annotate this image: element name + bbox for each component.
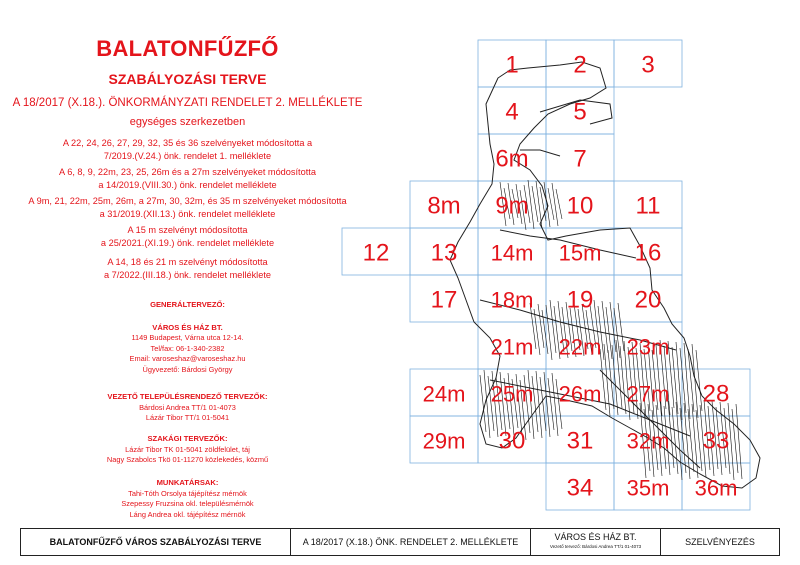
footer-company: VÁROS ÉS HÁZ BT. Vezető tervező: Bárdosi Andrea TT/1 01-4073 bbox=[531, 529, 661, 555]
consolidated-note: egységes szerkezetben bbox=[129, 116, 246, 128]
sheet-label-10: 10 bbox=[566, 192, 594, 220]
parcel-line bbox=[610, 302, 616, 352]
sheet-label-8m: 8m bbox=[427, 192, 461, 220]
sheet-label-36m: 36m bbox=[694, 475, 738, 501]
sheet-label-17: 17 bbox=[430, 286, 458, 314]
sheet-label-6m: 6m bbox=[495, 145, 529, 173]
sheet-label-23m: 23m bbox=[626, 334, 670, 360]
parcel-line bbox=[556, 189, 562, 219]
sheet-label-15m: 15m bbox=[558, 240, 602, 266]
sheet-label-34: 34 bbox=[566, 474, 594, 502]
sheet-label-31: 31 bbox=[566, 427, 594, 455]
parcel-line bbox=[544, 182, 550, 227]
footer-sheet-name: SZELVÉNYEZÉS bbox=[685, 537, 755, 547]
parcel-line bbox=[684, 403, 690, 479]
sheet-label-13: 13 bbox=[430, 239, 458, 267]
sheet-label-28: 28 bbox=[702, 380, 730, 408]
parcel-line bbox=[736, 404, 742, 479]
parcel-line bbox=[550, 300, 556, 353]
parcel-line bbox=[692, 344, 698, 418]
sheet-label-4: 4 bbox=[505, 98, 519, 126]
sheet-label-3: 3 bbox=[641, 51, 655, 79]
modification-note: A 22, 24, 26, 27, 29, 32, 35 és 36 szelvényeket módosította a 7/2019.(V.24.) önk. rendelet 1. melléklete bbox=[62, 138, 313, 161]
parcel-line bbox=[528, 180, 534, 229]
footer-project: BALATONFŰZFŐ VÁROS SZABÁLYOZÁSI TERVE bbox=[21, 529, 291, 555]
modification-note: A 6, 8, 9, 22m, 23, 25, 26m és a 27m szelvényeket módosította a 14/2019.(VIII.30.) önk. rendelet melléklete bbox=[59, 167, 316, 190]
sheet-label-35m: 35m bbox=[626, 475, 670, 501]
modification-note: A 14, 18 és 21 m szelvényt módosította a 7/2022.(III.18.) önk. rendelet melléklete bbox=[103, 257, 271, 280]
parcel-line bbox=[544, 372, 550, 437]
sheet-label-25m: 25m bbox=[490, 381, 534, 407]
sheet-label-32m: 32m bbox=[626, 428, 670, 454]
staff-block: MUNKATÁRSAK: Tahi-Tóth Orsolya tájépítész mérnök Szepessy Fruzsina okl. településmérnök Láng Andrea okl. tájépítész mérnök bbox=[121, 478, 254, 519]
parcel-line bbox=[538, 304, 544, 348]
sheet-index-map bbox=[330, 30, 770, 520]
sheet-label-2: 2 bbox=[573, 51, 587, 79]
plan-title: BALATONFŰZFŐ bbox=[96, 36, 279, 61]
sheet-label-1: 1 bbox=[505, 51, 519, 79]
footer-decree: A 18/2017 (X.18.) ÖNK. RENDELET 2. MELLÉKLETE bbox=[291, 529, 531, 555]
sheet-label-29m: 29m bbox=[422, 428, 466, 454]
decree-line: A 18/2017 (X.18.). ÖNKORMÁNYZATI RENDELET 2. MELLÉKLETE bbox=[12, 97, 363, 109]
parcel-line bbox=[552, 183, 558, 226]
parcel-line bbox=[676, 402, 682, 480]
sheet-label-12: 12 bbox=[362, 239, 390, 267]
sheet-label-19: 19 bbox=[566, 286, 594, 314]
sheet-label-27m: 27m bbox=[626, 381, 670, 407]
parcel-line bbox=[536, 371, 542, 438]
sheet-label-26m: 26m bbox=[558, 381, 602, 407]
sheet-label-22m: 22m bbox=[558, 334, 602, 360]
lead-planners-block: VEZETŐ TELEPÜLÉSRENDEZŐ TERVEZŐK: Bárdosi Andrea TT/1 01-4073 Lázár Tibor TT/1 01-5041 bbox=[107, 392, 268, 422]
parcel-line bbox=[676, 342, 682, 420]
parcel-line bbox=[546, 305, 552, 360]
sheet-label-11: 11 bbox=[635, 192, 661, 220]
sheet-label-9m: 9m bbox=[495, 192, 529, 220]
modification-note: A 9m, 21, 22m, 25m, 26m, a 27m, 30, 32m, és 35 m szelvényeket módosította a 31/2019.(XII.13.) önk. rendelet melléklete bbox=[28, 196, 347, 219]
sheet-label-33: 33 bbox=[702, 427, 730, 455]
general-designer-block: GENERÁLTERVEZŐ: VÁROS ÉS HÁZ BT. 1149 Budapest, Várna utca 12-14. Tel/fax: 06-1-340-2382 Email: varoseshaz@varoseshaz.hu Ügyvezető: Bárdosi György bbox=[129, 300, 246, 374]
sheet-label-20: 20 bbox=[634, 286, 662, 314]
parcel-line bbox=[602, 301, 608, 353]
sheet-label-16: 16 bbox=[634, 239, 662, 267]
sheet-label-30: 30 bbox=[498, 427, 526, 455]
sheet-label-21m: 21m bbox=[490, 334, 534, 360]
title-block bbox=[20, 528, 780, 556]
modification-note: A 15 m szelvényt módosította a 25/2021.(XI.19.) önk. rendelet melléklete bbox=[100, 225, 275, 248]
parcel-line bbox=[692, 404, 698, 478]
plan-subtitle: SZABÁLYOZÁSI TERVE bbox=[108, 71, 267, 87]
sheet-label-5: 5 bbox=[573, 98, 587, 126]
sheet-label-18m: 18m bbox=[490, 287, 534, 313]
parcel-line bbox=[618, 303, 624, 351]
sheet-label-14m: 14m bbox=[490, 240, 534, 266]
specialist-planners-block: SZAKÁGI TERVEZŐK: Lázár Tibor TK 01-5041 zöldfelület, táj Nagy Szabolcs Tkö 01-11270 közlekedés, közmű bbox=[106, 434, 269, 464]
sheet-label-7: 7 bbox=[573, 145, 587, 173]
parcel-line bbox=[604, 344, 610, 416]
sheet-label-24m: 24m bbox=[422, 381, 466, 407]
parcel-line bbox=[552, 373, 558, 436]
parcel-line bbox=[536, 181, 542, 228]
